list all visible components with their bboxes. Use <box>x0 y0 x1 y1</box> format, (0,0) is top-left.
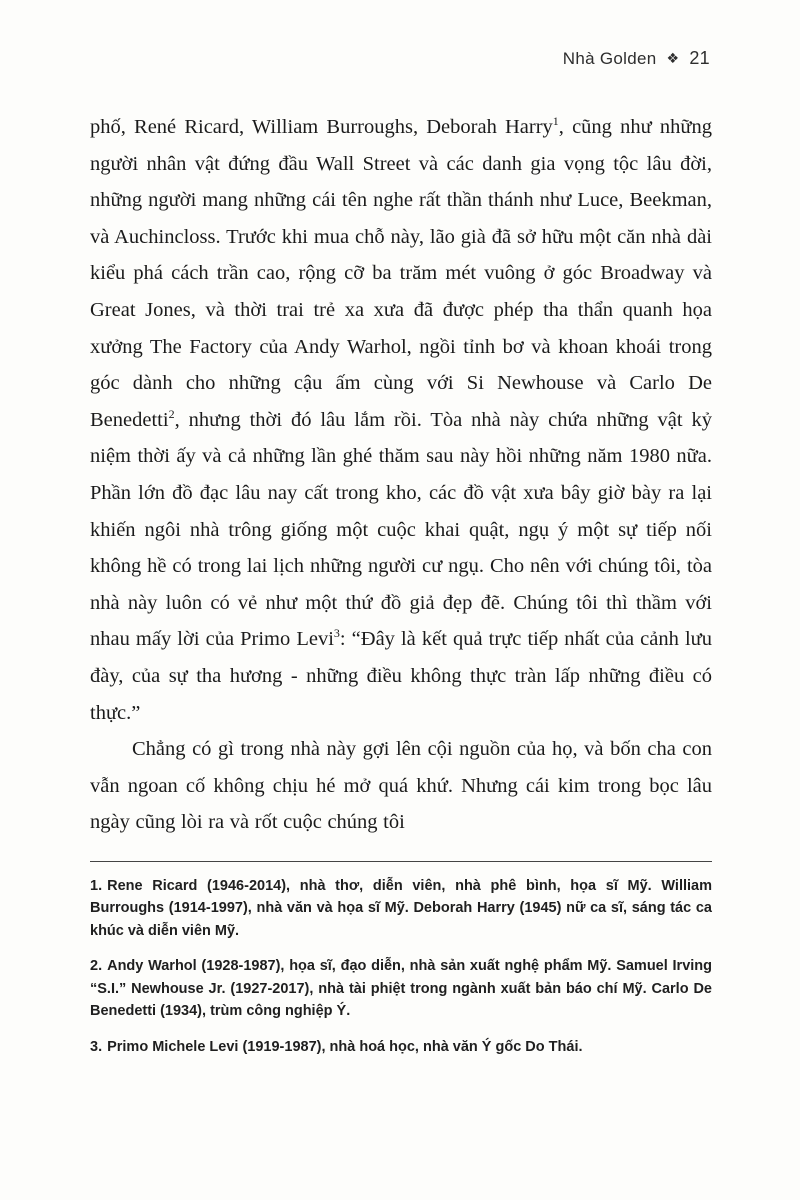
paragraph-1 <box>90 109 712 731</box>
footnote-2 <box>90 955 712 1023</box>
footnote-divider <box>90 861 712 862</box>
footnote-3 <box>90 1036 712 1059</box>
running-header <box>90 48 712 69</box>
footnote-3-number: 3. <box>90 1038 103 1055</box>
running-title: Nhà Golden <box>562 49 657 68</box>
footnote-3-text: Primo Michele Levi (1919-1987), nhà hoá học, nhà văn Ý gốc Do Thái. <box>107 1038 583 1055</box>
page-number: 21 <box>689 48 710 68</box>
diamond-ornament-icon: ❖ <box>666 50 680 66</box>
footnote-2-number: 2. <box>90 958 103 975</box>
paragraph-1-text: phố, René Ricard, William Burroughs, Deborah Harry <box>90 116 553 138</box>
footnote-ref-3: 3 <box>333 626 340 641</box>
footnote-ref-2: 2 <box>168 406 175 421</box>
footnote-1-text: Rene Ricard (1946-2014), nhà thơ, diễn viên, nhà phê bình, họa sĩ Mỹ. William Burroughs (1914-1997), nhà văn và họa sĩ Mỹ. Deborah Harry (1945) nữ ca sĩ, sáng tác ca khúc và diễn viên Mỹ. <box>90 877 712 939</box>
footnote-1 <box>90 875 712 943</box>
paragraph-1-text: , cũng như những người nhân vật đứng đầu Wall Street và các danh gia vọng tộc lâu đời, những người mang những cái tên nghe rất thần thánh như Luce, Beekman, và Auchincloss. Trước khi mua chỗ này, lão già đã sở hữu một căn nhà dài kiểu phá cách trần cao, rộng cỡ ba trăm mét vuông ở góc Broadway và Great Jones, và thời trai trẻ xa xưa đã được phép tha thẩn quanh họa xưởng The Factory của Andy Warhol, ngồi tỉnh bơ và khoan khoái trong góc dành cho những cậu ấm cùng với Si Newhouse và Carlo De Benedetti <box>90 116 712 431</box>
footnote-1-number: 1. <box>90 877 103 894</box>
footnote-2-text: Andy Warhol (1928-1987), họa sĩ, đạo diễn, nhà sản xuất nghệ phẩm Mỹ. Samuel Irving “S.I.” Newhouse Jr. (1927-2017), nhà tài phiệt trong ngành xuất bản báo chí Mỹ. Carlo De Benedetti (1934), trùm công nghiệp Ý. <box>90 958 712 1020</box>
paragraph-1-text: : “Đây là kết quả trực tiếp nhất của cảnh lưu đày, của sự tha hương - những điều không thực tràn lấp những điều có thực.” <box>90 628 712 724</box>
body-text <box>90 109 712 841</box>
paragraph-2: Chẳng có gì trong nhà này gợi lên cội nguồn của họ, và bốn cha con vẫn ngoan cố không chịu hé mở quá khứ. Nhưng cái kim trong bọc lâu ngày cũng lòi ra và rốt cuộc chúng tôi <box>90 738 712 834</box>
footnotes-section <box>90 861 712 1059</box>
footnote-ref-1: 1 <box>552 114 559 129</box>
paragraph-1-text: , nhưng thời đó lâu lắm rồi. Tòa nhà này chứa những vật kỷ niệm thời ấy và cả những lần ghé thăm sau này hồi những năm 1980 nữa. Phần lớn đồ đạc lâu nay cất trong kho, các đồ vật xưa bây giờ bày ra lại khiến ngôi nhà trông giống một cuộc khai quật, ngụ ý một sự tiếp nối không hề có trong lai lịch những người cư ngụ. Cho nên với chúng tôi, tòa nhà này luôn có vẻ như một thứ đồ giả đẹp đẽ. Chúng tôi thì thầm với nhau mấy lời của Primo Levi <box>90 408 712 651</box>
